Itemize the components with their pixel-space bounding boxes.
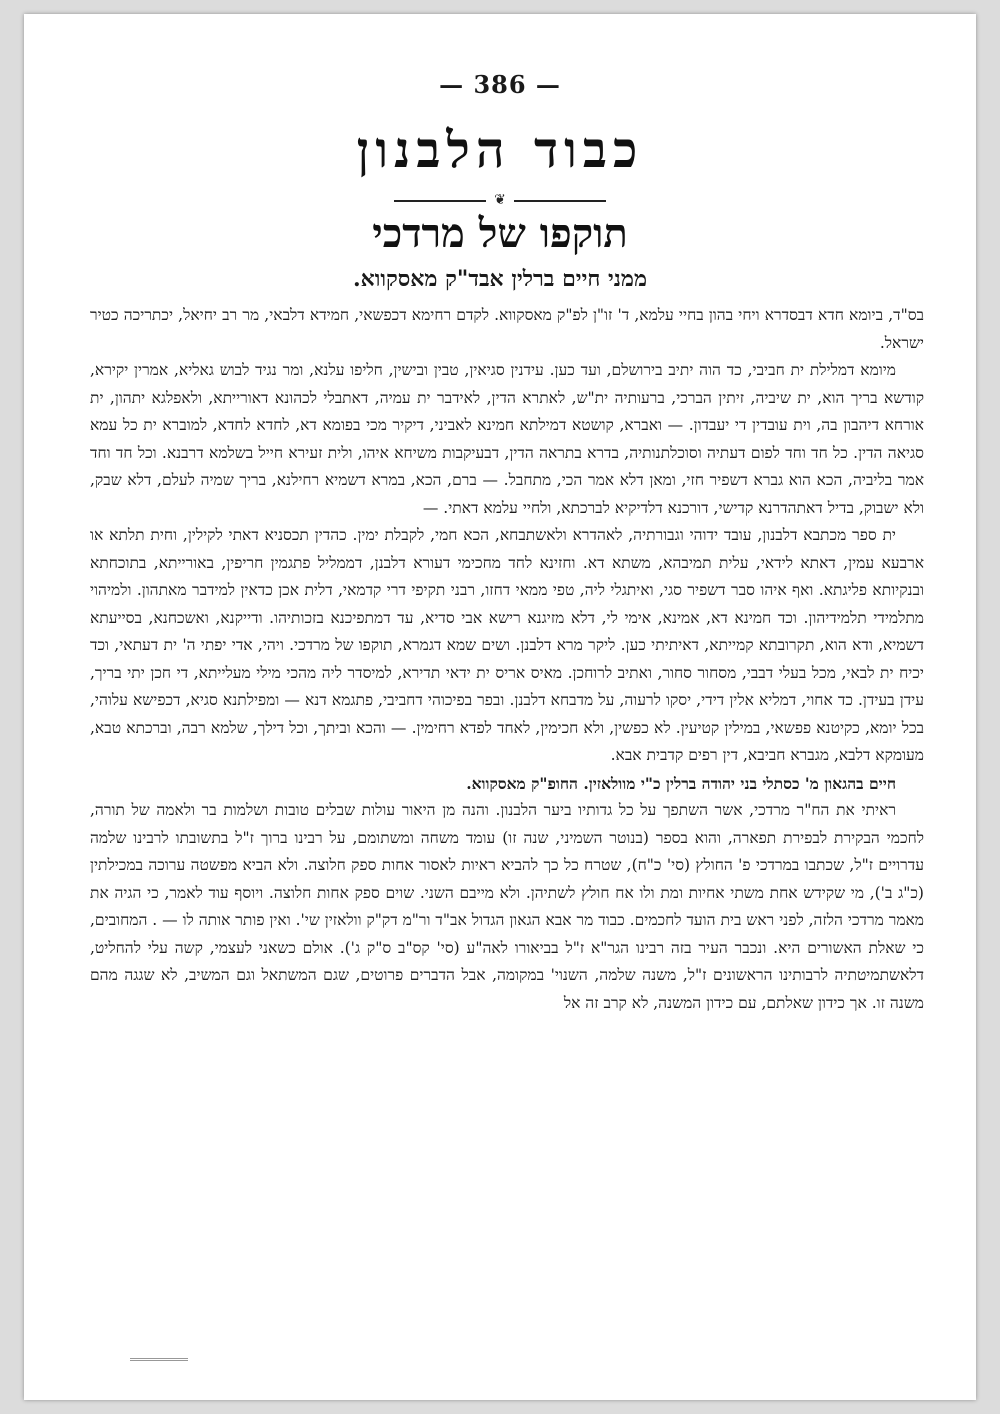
article-body xyxy=(90,302,924,1017)
scanned-page xyxy=(24,14,976,1400)
page-number: — 386 — xyxy=(439,70,561,99)
article-title: תוקפו של מרדכי xyxy=(372,210,628,257)
signature-line: חיים בהגאון מ' כסתלי בני יהודה ברלין כ"י מוולאזין. החופ"ק מאסקווא. xyxy=(466,773,896,793)
journal-title: כבוד הלבנון xyxy=(356,120,644,179)
byline: ממני חיים ברלין אבד"ק מאסקווא. xyxy=(352,266,648,292)
paragraph: מיומא דמלילת ית חביבי, כד הוה יתיב בירושלם, ועד כען. עידנין סגיאין, טבין ובישין, חליפו עלנא, ומר נגיד לבוש גאליא, אמרין יקירא, קודשא בריך הוא, ית שיביה, זיתין הברכי, ברעותיה ית"ש, לאתרא הדין, לאידבר ית עמיה, דאתבלי לכהונא דאורייתא, ולאפלגא יתהון, ית אורחא דיהבון בה, וית עובדין די יעבדון. — ואברא, קושטא דמילתא חמינא לאביני, דיקיר מכי בפומא דא, לחדא לחדא, למוברא ית כל עמא סגיאה הדין. כל חד וחד לפום דעתיה וסוכלתנותיה, בדרא בתראה הדין, דבעיקבות משיחא איהו, ולית זעירא חייל בשלמא דרבנא. וכל חד וחד אמר בליביה, הכא הוא גברא דשפיר חזי, ומאן דלא אמר הכי, מתחבל. — ברם, הכא, במרא דשמיא רחילנא, בריך שמיה לעלם, דלא שבק, ולא ישבוק, בדיל דאתהדרנא קדישי, דורכנא דלדיקיא לברכתא, ולחיי עלמא דאתי. — xyxy=(90,361,924,517)
opening-address: בס"ד, ביומא חדא דבסדרא ויחי בהון בחיי עלמא, ד' זו"ן לפ"ק מאסקווא. לקדם רחימא דכפשאי, חמידא דלבאי, מר רב יחיאל, יכתריכה כטיר ישראל. xyxy=(90,306,924,352)
ornament-divider xyxy=(394,194,606,208)
ornament-flourish-icon: ❦ xyxy=(494,192,506,208)
ornament-rule-right xyxy=(514,200,606,202)
library-stamp xyxy=(130,1342,188,1361)
paragraph: ית ספר מכתבא דלבנון, עובד ידוהי וגבורתיה, לאהדרא ולאשתבחא, הכא חמי, לקבלת ימין. כהדין תכסניא דאתי לקילין, וחית תלתא או ארבעא עמין, דאתא לידאי, עלית תמיבהא, משתא דא. וחזינא לחד מחכימי דעורא דלבנן, דממליל פתגמין חריפין, באורייתא, בתוכחתא ובנקיותא פליגתא. ואף איהו סבר דשפיר סגי, ואיתגלי ליה, טפי ממאי דחזו, רבני תקיפי דרי קדמאי, דלית אכן כדאין למידבר מאתהון. ולמיהוי מתלמידי תלמידיהון. וכד חמינא דא, אמינא, אימי לי, דלא מזיגנא רישא אבי סדיא, עד דמתפיכנא בזכותיהו. ודייקנא, ואשכחנא, בסייעתא דשמיא, ודא הוא, תקרובתא קמייתא, דאיתיתי כען. ליקר מרא דלבנן. ושים שמא דגמרא, תוקפו של מרדכי. ויהי, אדי יפתי ה' ית דעתאי, וכד יכיח ית לבאי, מכל בעלי דבבי, מסחור סחור, ואתיב לרוחכן. מאיס אריס ית ידאי תדירא, למיסדר ליה מהכי מילי מעלייתא, די חכן יתי בריך, עידן בעידן. כד אחוי, דמליא אלין דידי, יסקו לרעוה, על מדבחא דלבנן. ובפר בפיכוהי דחביבי, פתגמא דנא — ומפילתנא סגיא, דכפישא עלוהי, בכל יומא, כקיטנא פפשאי, במילין קטיעין. לא כפשין, ולא חכימין, לאחד לפדא רחימין. — והכא וביתך, וכל דילך, שלמא רבה, וברכתא טבא, מעומקא דלבא, מגברא חביבא, דין רפים קדבית אבא. xyxy=(90,526,924,764)
paragraph: ראיתי את הח"ר מרדכי, אשר השתפך על כל גדותיו ביער הלבנון. והנה מן היאור עולות שבלים טובות ושלמות בר ולאמה של תורה, לחכמי הבקירת לבפירת תפארה, והוא בספר (בנוטר השמיני, שנה זו) עומד משחה ומשתומם, על רבינו ברוך ז"ל בתשובתו לרבינו שלמה עדרויים ז"ל, שכתבו במרדכי פ' החולץ (סי' כ"ח), שטרח כל כך להביא ראיות לאסור אחות ספק חלוצה. ולא הביא מפשטה ערוכה במכילתין (כ"ג ב'), מי שקידש אחת משתי אחיות ומת ולו אח חולץ לשתיהן. ולא מייבם השני. שוים ספק אחות חלוצה. ויוסף עוד לאמר, כי הגיה את מאמר מרדכי הלזה, לפני ראש בית הועד לחכמים. כבוד מר אבא הגאון הגדול אב"ד ור"מ דק"ק וולאזין שי'. ואין פותר אותה לו — . המחובים, כי שאלת האשורים היא. ונכבר העיר בזה רבינו הגר"א ז"ל בביאורו לאה"ע (סי' קס"ב ס"ק ג'). אולם כשאני לעצמי, קשה עלי להחליט, דלאשתמיטתיה לרבותינו הראשונים ז"ל, משנה שלמה, השנוי' במקומה, אבל הדברים פרוטים, שגם המשתאל וגם המשיב, לא שגגה מהם משנה זו. אך כידון שאלתם, עם כידון המשנה, לא קרב זה אל xyxy=(90,801,924,1012)
ornament-rule-left xyxy=(394,200,486,202)
